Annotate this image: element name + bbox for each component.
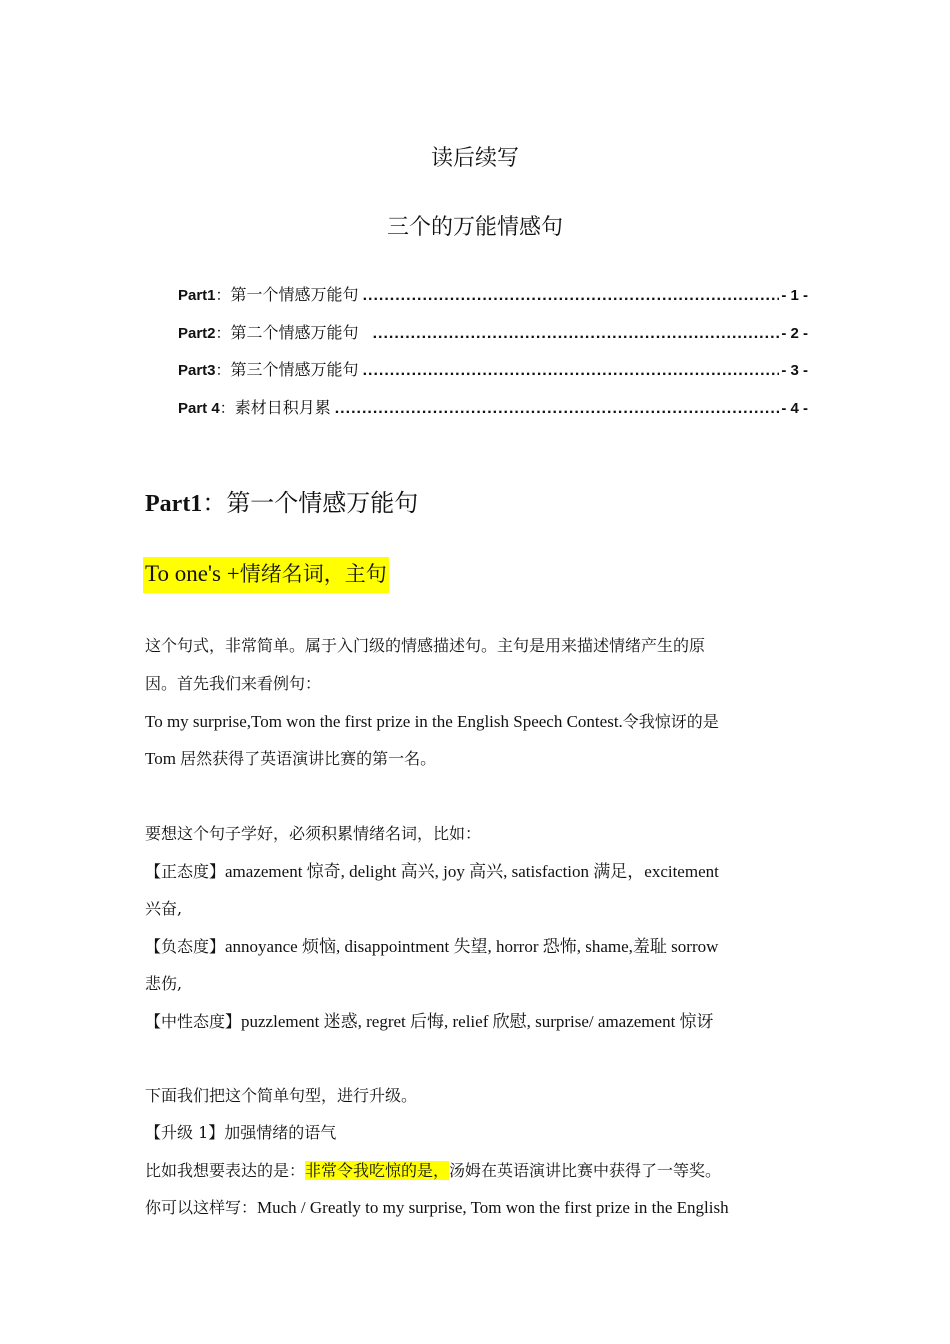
section-separator: ： [202,489,227,517]
pattern-english: To one's + [145,561,240,586]
example-translation: Tom 居然获得了英语演讲比赛的第一名。 [145,749,437,768]
toc-text: 第二个情感万能句 [230,323,359,342]
body-line: 比如我想要表达的是：非常令我吃惊的是，汤姆在英语演讲比赛中获得了一等奖。 [145,1161,722,1180]
toc-page-number: - 4 - [781,400,808,417]
document-title: 读后续写 [430,146,519,171]
negative-words: 【负态度】annoyance 烦恼, disappointment 失望, horror 恐怖, shame,羞耻 sorrow [145,937,719,956]
category-tag: 【负态度】 [145,937,226,956]
toc-separator: ： [215,286,231,304]
pattern-heading [143,557,389,593]
toc-separator: ： [215,324,231,342]
toc-page-number: - 1 - [781,287,808,304]
toc-leader-dots [363,287,780,305]
section-label: Part1 [145,491,203,517]
toc-text: 素材日积月累 [234,398,331,417]
section-heading-part1 [145,483,418,518]
body-line: 下面我们把这个简单句型，进行升级。 [145,1086,418,1105]
category-tag: 【正态度】 [145,862,226,881]
positive-words-cont: 兴奋, [145,899,183,918]
body-line: 因。首先我们来看例句： [145,674,322,693]
upgrade-heading: 【升级 1】加强情绪的语气 [145,1123,337,1142]
neutral-words: 【中性态度】puzzlement 迷惑, regret 后悔, relief 欣慰, surprise/ amazement 惊讶 [145,1012,714,1031]
positive-words: 【正态度】amazement 惊奇, delight 高兴, joy 高兴, satisfaction 满足，excitement [145,862,719,881]
category-tag: 【中性态度】 [145,1012,242,1031]
body-line: 这个句式，非常简单。属于入门级的情感描述句。主句是用来描述情绪产生的原 [145,636,706,655]
toc-label: Part 4 [178,400,220,417]
toc-entry-part4[interactable] [178,395,808,433]
toc-page-number: - 3 - [781,362,808,379]
toc-text: 第三个情感万能句 [230,360,359,379]
example-sentence: To my surprise,Tom won the first prize in the English Speech Contest.令我惊讶的是 [145,712,719,731]
highlighted-text: 非常令我吃惊的是， [305,1161,450,1180]
toc-label: Part2 [178,325,216,342]
toc-leader-dots [335,400,780,418]
toc-separator: ： [215,361,231,379]
toc-label: Part1 [178,287,216,304]
toc-separator: ： [219,399,235,417]
body-line: 要想这个句子学好，必须积累情绪名词，比如： [145,824,482,843]
toc-entry-part1[interactable] [178,282,808,320]
section-text: 第一个情感万能句 [226,489,419,517]
toc-leader-dots [373,325,780,343]
toc-entry-part3[interactable] [178,357,808,395]
negative-words-cont: 悲伤, [145,974,183,993]
toc-leader-dots [363,362,780,380]
toc-label: Part3 [178,362,216,379]
toc-text: 第一个情感万能句 [230,285,359,304]
body-line: 你可以这样写：Much / Greatly to my surprise, Tom won the first prize in the English [145,1198,729,1217]
toc-entry-part2[interactable] [178,320,808,358]
toc-page-number: - 2 - [781,325,808,342]
pattern-chinese: 情绪名词，主句 [239,562,387,586]
document-subtitle: 三个的万能情感句 [386,215,563,240]
